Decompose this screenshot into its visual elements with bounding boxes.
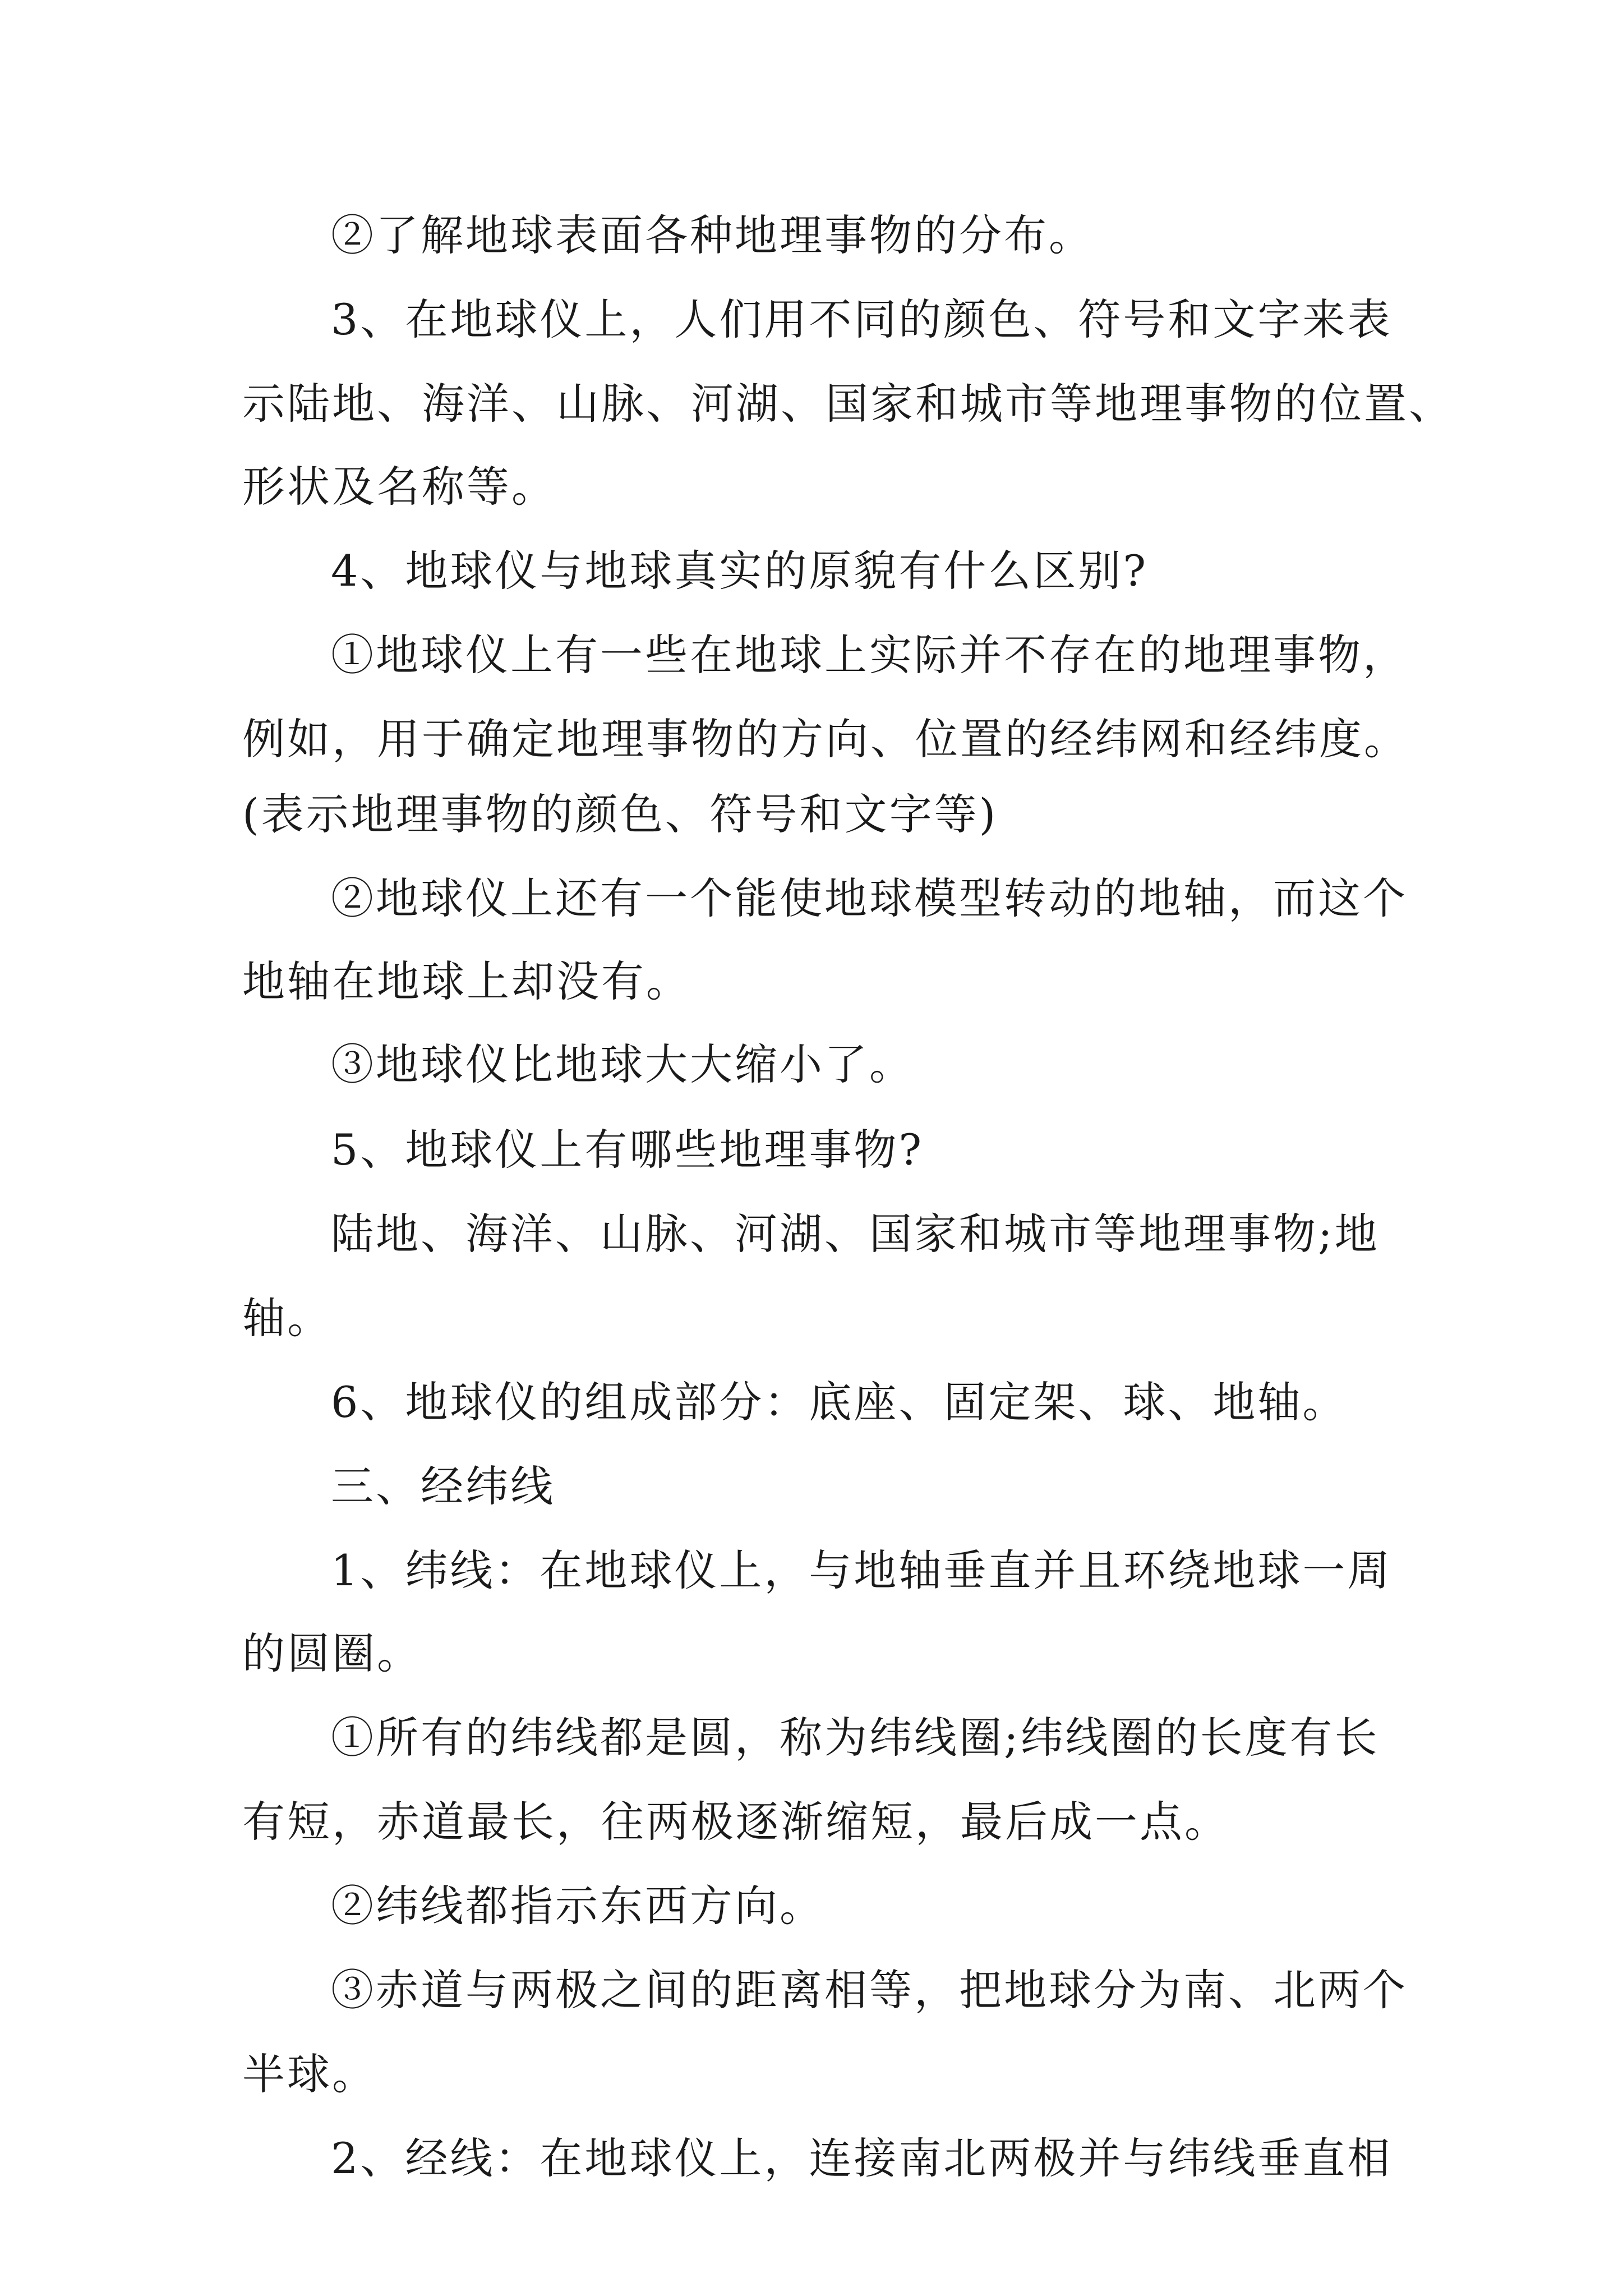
text-line: ②了解地球表面各种地理事物的分布。 (331, 210, 1094, 260)
text-line: 地轴在地球上却没有。 (242, 956, 691, 1006)
text-line: 4、地球仪与地球真实的原貌有什么区别? (331, 546, 1149, 596)
text-line: 1、纬线：在地球仪上，与地轴垂直并且环绕地球一周 (331, 1545, 1393, 1595)
text-line: 有短，赤道最长，往两极逐渐缩短，最后成一点。 (242, 1797, 1229, 1847)
text-line: ②地球仪上还有一个能使地球模型转动的地轴，而这个 (331, 873, 1408, 923)
text-line: ③赤道与两极之间的距离相等，把地球分为南、北两个 (331, 1965, 1408, 2015)
text-line: 形状及名称等。 (242, 462, 556, 512)
text-line: ②纬线都指示东西方向。 (331, 1881, 824, 1931)
text-line: 示陆地、海洋、山脉、河湖、国家和城市等地理事物的位置、 (242, 379, 1454, 429)
text-line: ①所有的纬线都是圆，称为纬线圈;纬线圈的长度有长 (331, 1713, 1380, 1763)
text-line: 三、经纬线 (331, 1461, 555, 1511)
text-line: 6、地球仪的组成部分：底座、固定架、球、地轴。 (331, 1377, 1348, 1427)
text-line: 轴。 (242, 1293, 332, 1343)
text-line: ①地球仪上有一些在地球上实际并不存在的地理事物， (331, 630, 1408, 680)
text-line: 2、经线：在地球仪上，连接南北两极并与纬线垂直相 (331, 2133, 1393, 2183)
text-line: (表示地理事物的颜色、符号和文字等) (242, 789, 998, 839)
text-line: 半球。 (242, 2049, 377, 2099)
text-line: 5、地球仪上有哪些地理事物? (331, 1125, 924, 1175)
text-line: 3、在地球仪上，人们用不同的颜色、符号和文字来表 (331, 295, 1393, 344)
text-line: 例如，用于确定地理事物的方向、位置的经纬网和经纬度。 (242, 714, 1409, 764)
text-line: ③地球仪比地球大大缩小了。 (331, 1039, 914, 1089)
text-line: 陆地、海洋、山脉、河湖、国家和城市等地理事物;地 (331, 1209, 1380, 1259)
text-line: 的圆圈。 (242, 1628, 422, 1678)
